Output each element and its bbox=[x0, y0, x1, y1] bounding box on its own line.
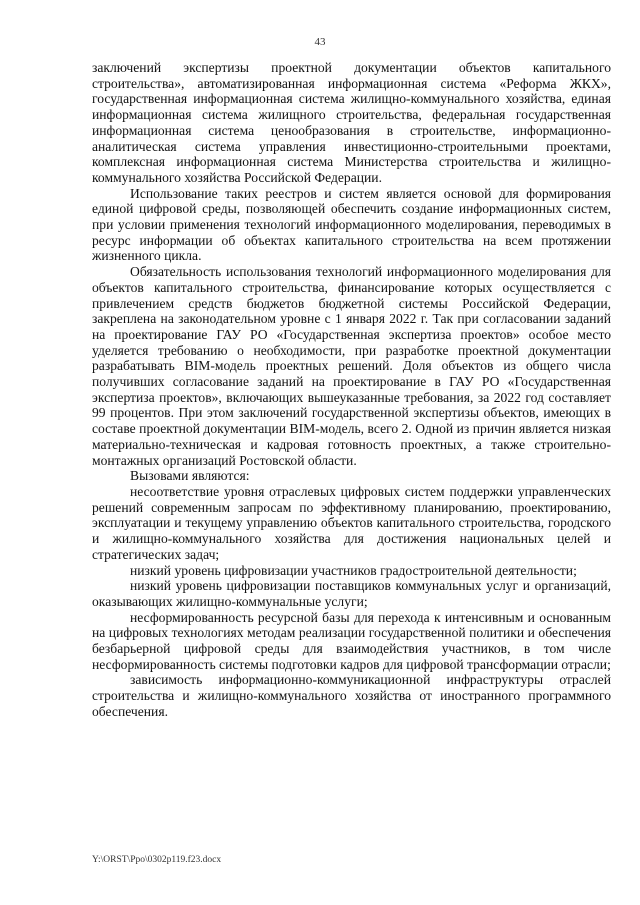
challenge-item-3: низкий уровень цифровизации поставщиков коммунальных услуг и организаций, оказывающих жилищно-коммунальные услуги; bbox=[92, 578, 611, 609]
document-body bbox=[92, 60, 611, 720]
challenge-item-1: несоответствие уровня отраслевых цифровых систем поддержки управленческих решений современным запросам по эффективному планированию, проектированию, эксплуатации и текущему управлению объектов капитального строительства, городского и жилищно-коммунального хозяйства для достижения национальных целей и стратегических задач; bbox=[92, 483, 611, 562]
challenge-item-4: несформированность ресурсной базы для перехода к интенсивным и основанным на цифровых технологиях методам реализации государственной политики и обеспечения безбарьерной цифровой среды для взаимодействия участников, в том числе несформированность системы подготовки кадров для цифровой трансформации отрасли; bbox=[92, 609, 611, 672]
paragraph-4: Вызовами являются: bbox=[130, 468, 250, 484]
paragraph-3: Обязательность использования технологий информационного моделирования для объектов капитального строительства, финансирование которых осуществляется с привлечением средств бюджетов бюджетной системы Российской Федерации, закреплена на законодательном уровне с 1 января 2022 г. Так при согласовании заданий на проектирование ГАУ РО «Государственная экспертиза проектов» особое место уделяется требованию о необходимости, при разработке проектной документации разрабатывать BIM-модель проектных решений. Доля объектов из общего числа получивших согласование заданий на проектирование в ГАУ РО «Государственная экспертиза проектов», включающих вышеуказанные требования, за 2022 год составляет 99 процентов. При этом заключений государственной экспертизы объектов, имеющих в составе проектной документации BIM-модель, всего 2. Одной из причин является низкая материально-техническая и кадровая готовность проектных, а также строительно-монтажных организаций Ростовской области. bbox=[92, 264, 611, 468]
footer-file-path: Y:\ORST\Ppo\0302p119.f23.docx bbox=[92, 855, 222, 865]
paragraph-2: Использование таких реестров и систем является основой для формирования единой цифровой среды, позволяющей обеспечить создание информационных систем, при условии применения технологий информационного моделирования, переводимых в ресурс информации об объектах капитального строительства на всем протяжении жизненного цикла. bbox=[92, 185, 611, 264]
challenge-item-5: зависимость информационно-коммуникационной инфраструктуры отраслей строительства и жилищно-коммунального хозяйства от иностранного программного обеспечения. bbox=[92, 672, 611, 719]
challenge-item-2: низкий уровень цифровизации участников градостроительной деятельности; bbox=[130, 562, 577, 578]
paragraph-1: заключений экспертизы проектной документации объектов капитального строительства», автоматизированная информационная система «Реформа ЖКХ», государственная информационная система жилищно-коммунального хозяйства, единая информационная система жилищного строительства, федеральная государственная информационная система ценообразования в строительстве, информационно-аналитическая система управления инвестиционно-строительными проектами, комплексная информационная система Министерства строительства и жилищно-коммунального хозяйства Российской Федерации. bbox=[92, 60, 611, 185]
page-number: 43 bbox=[314, 36, 326, 48]
